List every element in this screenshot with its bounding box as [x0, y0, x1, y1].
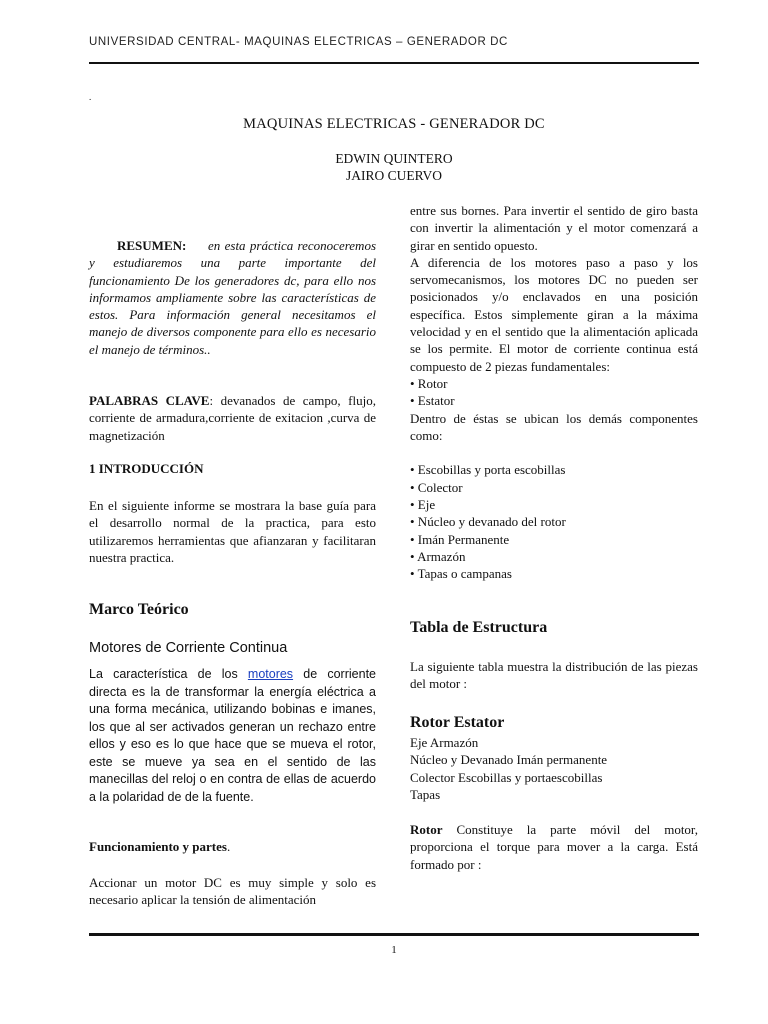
motores-paragraph: [89, 666, 376, 806]
page-number: 1: [391, 944, 397, 956]
funcionamiento-body: [89, 874, 376, 909]
motores-body: [89, 666, 376, 806]
funcionamiento-title: Funcionamiento y partes: [89, 839, 227, 854]
bullet-item: • Núcleo y devanado del rotor: [410, 514, 566, 530]
table-line: Núcleo y Devanado Imán permanente: [410, 752, 608, 768]
funcionamiento-heading: [89, 839, 376, 855]
motores-heading: [89, 640, 376, 656]
bullet-rotor: • Rotor: [410, 375, 448, 391]
intro-title: INTRODUCCIÓN: [98, 461, 204, 476]
motores-text-post: de corriente directa es la de transformar la energía eléctrica a una forma mecánica, utilizando bobinas e imanes, los que al ser activados generan un rechazo entre ellos y eso es lo que hace que se mueva el rotor, este se mueve ya sea en el sentido de las manecillas del reloj o en contra de ellas de acuerdo a la polaridad de de la fuente.: [89, 667, 376, 804]
intro-number: 1: [89, 461, 96, 476]
table-line: Colector Escobillas y portaescobillas: [410, 769, 603, 785]
abstract: [89, 237, 376, 358]
table-line: Tapas: [410, 786, 441, 802]
abstract-label: RESUMEN:: [117, 238, 187, 253]
rotor-label: Rotor: [410, 822, 443, 837]
motores-link[interactable]: motores: [247, 667, 294, 681]
document-title: MAQUINAS ELECTRICAS - GENERADOR DC: [243, 116, 545, 132]
header-rule: [89, 62, 699, 64]
right-column-text: [410, 202, 698, 583]
keywords-text: : devanados de campo, flujo, corriente de armadura,corriente de exitacion ,curva de magnetización: [89, 393, 376, 443]
stray-dot: .: [89, 92, 92, 102]
running-header: UNIVERSIDAD CENTRAL- MAQUINAS ELECTRICAS – GENERADOR DC: [89, 36, 508, 48]
bullet-item: • Tapas o campanas: [410, 566, 512, 582]
bullet-item: • Eje: [410, 497, 436, 513]
right-paragraph-3: Dentro de éstas se ubican los demás componentes como:: [410, 410, 698, 443]
bullet-item: • Colector: [410, 479, 463, 495]
tabla-body: [410, 658, 698, 693]
right-paragraph-2: A diferencia de los motores paso a paso y los servomecanismos, los motores DC no pueden ser posicionados y/o enclavados en una posición específica. Estos simplemente giran a la máxima velocidad y en el sentido que la alimentación aplicada se los permite. El motor de corriente continua está compuesto de 2 piezas fundamentales:: [410, 254, 698, 374]
abstract-text: en esta práctica reconoceremos y estudiaremos una parte importante del funcionamiento De los generadores dc, para ello nos informamos ampliamente sobre las características de estos. Para información general necesitamos el manejo de diversos componente para ello es necesario el manejo de términos..: [89, 238, 377, 357]
rotor-body: [410, 821, 698, 873]
keywords: [89, 392, 376, 444]
motores-text-pre: La característica de los: [89, 667, 248, 681]
author-2: JAIRO CUERVO: [345, 168, 443, 183]
rotor-estator-title: Rotor Estator: [410, 714, 505, 731]
right-paragraph-1: entre sus bornes. Para invertir el sentido de giro basta con invertir la alimentación y el motor comenzará a girar en sentido opuesto.: [410, 203, 698, 253]
author-1: EDWIN QUINTERO: [335, 151, 453, 166]
keywords-paragraph: [89, 392, 376, 444]
funcionamiento-dot: .: [226, 839, 231, 854]
keywords-label: PALABRAS CLAVE: [89, 393, 210, 408]
bullet-item: • Escobillas y porta escobillas: [410, 462, 566, 478]
intro-heading: [89, 461, 376, 477]
motores-title: Motores de Corriente Continua: [89, 640, 288, 656]
tabla-paragraph: La siguiente tabla muestra la distribución de las piezas del motor :: [410, 659, 698, 692]
funcionamiento-paragraph: Accionar un motor DC es muy simple y solo es necesario aplicar la tensión de alimentación: [89, 875, 376, 908]
structure-table-lines: [410, 734, 698, 803]
rotor-text: Constituye la parte móvil del motor, proporciona el torque para mover a la carga. Está formado por :: [410, 822, 698, 872]
bullet-estator: • Estator: [410, 393, 455, 409]
intro-paragraph: En el siguiente informe se mostrara la base guía para el desarrollo normal de la practica, para esto utilizaremos herramientas que afianzaran y facilitaran nuestra practica.: [89, 498, 376, 565]
marco-teorico-title: Marco Teórico: [89, 601, 189, 618]
rotor-estator-heading: [410, 714, 698, 732]
tabla-heading: [410, 619, 698, 637]
bullet-item: • Imán Permanente: [410, 531, 510, 547]
intro-body: [89, 497, 376, 566]
rotor-paragraph: [410, 821, 698, 873]
marco-teorico-heading: [89, 601, 376, 619]
abstract-paragraph: [89, 237, 376, 358]
table-line: Eje Armazón: [410, 735, 479, 750]
bullet-item: • Armazón: [410, 548, 466, 564]
footer-rule: [89, 933, 699, 936]
tabla-title: Tabla de Estructura: [410, 619, 548, 636]
blank-line: [410, 444, 698, 461]
